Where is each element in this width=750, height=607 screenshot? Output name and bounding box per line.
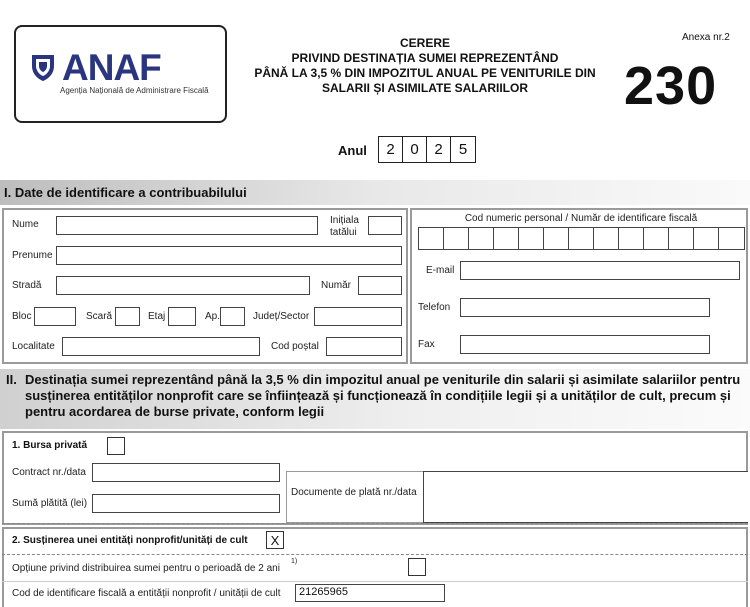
fax-label: Fax <box>418 339 435 350</box>
judet-label: Județ/Sector <box>253 311 310 322</box>
email-label: E-mail <box>426 265 455 276</box>
anaf-shield-icon <box>30 52 56 82</box>
cnp-cell[interactable] <box>644 228 669 249</box>
sustinere-title: 2. Susținerea unei entități nonprofit/unități de cult <box>12 535 248 546</box>
prenume-input[interactable] <box>56 246 402 265</box>
section2-number: II. <box>6 372 17 387</box>
anaf-logo-subtitle: Agenția Națională de Administrare Fiscală <box>60 86 209 95</box>
scara-input[interactable] <box>115 307 140 326</box>
optiune-footnote: 1) <box>291 558 298 565</box>
cnp-cell[interactable] <box>569 228 594 249</box>
documente-label: Documente de plată nr./data <box>291 487 417 498</box>
bursa-title: 1. Bursa privată <box>12 440 88 451</box>
numar-input[interactable] <box>358 276 402 295</box>
divider <box>2 581 748 582</box>
cnp-cell[interactable] <box>419 228 444 249</box>
cnp-cell[interactable] <box>469 228 494 249</box>
nume-label: Nume <box>12 219 39 230</box>
etaj-label: Etaj <box>148 311 166 322</box>
year-digit[interactable]: 2 <box>379 137 403 162</box>
contract-label: Contract nr./data <box>12 467 86 478</box>
year-label: Anul <box>338 143 367 158</box>
cod-postal-input[interactable] <box>326 337 402 356</box>
judet-input[interactable] <box>314 307 402 326</box>
anaf-logo-word: ANAF <box>62 47 161 88</box>
suma-input[interactable] <box>92 494 280 513</box>
initiala-input[interactable] <box>368 216 402 235</box>
dashed-divider <box>2 554 748 555</box>
cnp-cell[interactable] <box>594 228 619 249</box>
cnp-cell[interactable] <box>619 228 644 249</box>
cod-postal-label: Cod poștal <box>271 341 319 352</box>
cnp-cell[interactable] <box>494 228 519 249</box>
bloc-input[interactable] <box>34 307 76 326</box>
suma-label: Sumă plătită (lei) <box>12 498 88 509</box>
telefon-input[interactable] <box>460 298 710 317</box>
strada-label: Stradă <box>12 280 42 291</box>
cnp-cell[interactable] <box>669 228 694 249</box>
form-number: 230 <box>624 56 718 116</box>
cnp-label: Cod numeric personal / Număr de identificare fiscală <box>464 213 698 224</box>
dashed-divider <box>2 523 748 524</box>
cnp-field[interactable] <box>418 227 745 250</box>
numar-label: Număr <box>321 280 352 291</box>
localitate-input[interactable] <box>62 337 260 356</box>
localitate-label: Localitate <box>12 341 55 352</box>
year-field[interactable] <box>378 136 476 163</box>
cnp-cell[interactable] <box>444 228 469 249</box>
ap-input[interactable] <box>220 307 245 326</box>
cnp-cell[interactable] <box>694 228 719 249</box>
cnp-cell[interactable] <box>719 228 744 249</box>
cnp-cell[interactable] <box>519 228 544 249</box>
annex-label: Anexa nr.2 <box>682 32 730 43</box>
cnp-cell[interactable] <box>544 228 569 249</box>
fax-input[interactable] <box>460 335 710 354</box>
sustinere-checkbox[interactable]: X <box>266 531 284 549</box>
contract-input[interactable] <box>92 463 280 482</box>
email-input[interactable] <box>460 261 740 280</box>
scara-label: Scară <box>86 311 113 322</box>
year-digit[interactable]: 2 <box>427 137 451 162</box>
cif-input[interactable]: 21265965 <box>295 584 445 602</box>
section2-title-bar <box>0 369 750 429</box>
section1-title: I. Date de identificare a contribuabilului <box>0 180 750 205</box>
bursa-checkbox[interactable] <box>107 437 125 455</box>
etaj-input[interactable] <box>168 307 196 326</box>
telefon-label: Telefon <box>418 302 451 313</box>
strada-input[interactable] <box>56 276 310 295</box>
section2-title: Destinația sumei reprezentând până la 3,5 % din impozitul anual pe veniturile din salarii și asimilate salariilor pentru susținerea entităților nonprofit care se înființează și funcționează în condițiile legii și a unităților de cult, precum și pentru acordarea de burse private, conform legii <box>25 372 741 419</box>
prenume-label: Prenume <box>12 250 53 261</box>
optiune-checkbox[interactable] <box>408 558 426 576</box>
initiala-label: Inițiala tatălui <box>330 215 359 238</box>
year-digit[interactable]: 5 <box>458 141 468 158</box>
bloc-label: Bloc <box>12 311 32 322</box>
nume-input[interactable] <box>56 216 318 235</box>
optiune-label: Opțiune privind distribuirea sumei pentru o perioadă de 2 ani <box>12 563 280 574</box>
year-digit[interactable]: 0 <box>403 137 427 162</box>
form-title: CERERE PRIVIND DESTINAȚIA SUMEI REPREZENTÂND PÂNĂ LA 3,5 % DIN IMPOZITUL ANUAL PE VENITURILE DIN SALARII ȘI ASIMILATE SALARIILOR <box>254 36 596 95</box>
ap-label: Ap. <box>205 311 221 322</box>
cif-label: Cod de identificare fiscală a entității nonprofit / unității de cult <box>12 588 281 599</box>
documente-input[interactable] <box>423 471 748 523</box>
